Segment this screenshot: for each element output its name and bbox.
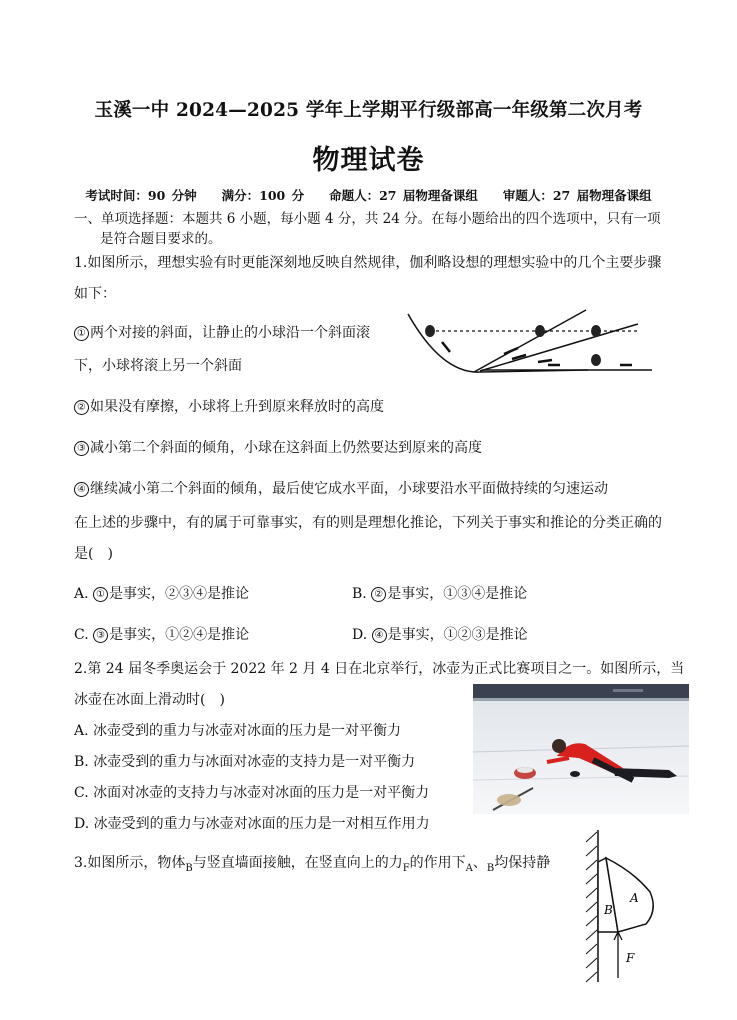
wall-blocks-figure: [576, 828, 660, 984]
q1-ask-line2: 是( ): [74, 546, 113, 562]
step-number: ①: [74, 326, 89, 341]
q2-option-b[interactable]: B. 冰壶受到的重力与冰面对冰壶的支持力是一对平衡力: [74, 754, 416, 770]
q1-step1: ① 两个对接的斜面，让静止的小球沿一个斜面滚: [74, 322, 370, 342]
label-b: B: [604, 903, 613, 917]
q1-ask-line1: 在上述的步骤中，有的属于可靠事实，有的则是理想化推论，下列关于事实和推论的分类正确的: [74, 515, 662, 531]
step-number: ②: [74, 400, 89, 415]
exam-meta: 考试时间：90 分钟 满分：100 分 命题人：27 届物理备课组 审题人：27 届物理备课组: [85, 188, 652, 203]
step-number: ③: [74, 441, 89, 456]
step-number: ④: [74, 482, 89, 497]
galileo-ramp-figure: [402, 302, 660, 382]
q2-option-c[interactable]: C. 冰面对冰壶的支持力与冰壶对冰面的压力是一对平衡力: [74, 785, 430, 801]
curling-photo: [473, 684, 689, 814]
exam-title: 玉溪一中 2024—2025 学年上学期平行级部高一年级第二次月考: [94, 100, 643, 121]
q2-stem-line1: 2.第 24 届冬季奥运会于 2022 年 2 月 4 日在北京举行，冰壶为正式比赛项目之一。如图所示，当: [74, 661, 685, 677]
q2-option-d[interactable]: D. 冰壶受到的重力与冰壶对冰面的压力是一对相互作用力: [74, 816, 430, 832]
section-heading: 一、单项选择题：本题共 6 小题，每小题 4 分，共 24 分。在每小题给出的四个选项中，只有一项: [74, 211, 661, 227]
q1-step4: ④ 继续减小第二个斜面的倾角，最后使它成水平面，小球要沿水平面做持续的匀速运动: [74, 478, 608, 498]
q1-stem-line1: 1.如图所示，理想实验有时更能深刻地反映自然规律，伽利略设想的理想实验中的几个主要步骤: [74, 255, 662, 271]
q3-stem: 3.如图所示，物体$_B$与竖直墙面接触，在竖直向上的力$_F$的作用下$_A$、$_B$均保持静: [74, 855, 551, 874]
q1-option-a[interactable]: A. ① 是事实，②③④是推论: [74, 586, 250, 602]
subject-title: 物理试卷: [312, 145, 425, 176]
q1-option-d[interactable]: D. ④ 是事实，①②③是推论: [352, 627, 528, 643]
section-heading-cont: 是符合题目要求的。: [100, 231, 222, 247]
q2-option-a[interactable]: A. 冰壶受到的重力与冰壶对冰面的压力是一对平衡力: [74, 723, 402, 739]
q1-option-b[interactable]: B. ② 是事实，①③④是推论: [352, 586, 528, 602]
q1-stem-line2: 如下：: [74, 286, 116, 302]
q1-step1-cont: 下，小球将滚上另一个斜面: [74, 358, 242, 374]
q1-step2: ② 如果没有摩擦，小球将上升到原来释放时的高度: [74, 396, 384, 416]
label-a: A: [630, 891, 639, 905]
q1-step3: ③ 减小第二个斜面的倾角，小球在这斜面上仍然要达到原来的高度: [74, 437, 482, 457]
q2-stem-line2: 冰壶在冰面上滑动时( ): [74, 692, 225, 708]
q1-option-c[interactable]: C. ③ 是事实，①②④是推论: [74, 627, 250, 643]
label-f: F: [626, 951, 635, 965]
